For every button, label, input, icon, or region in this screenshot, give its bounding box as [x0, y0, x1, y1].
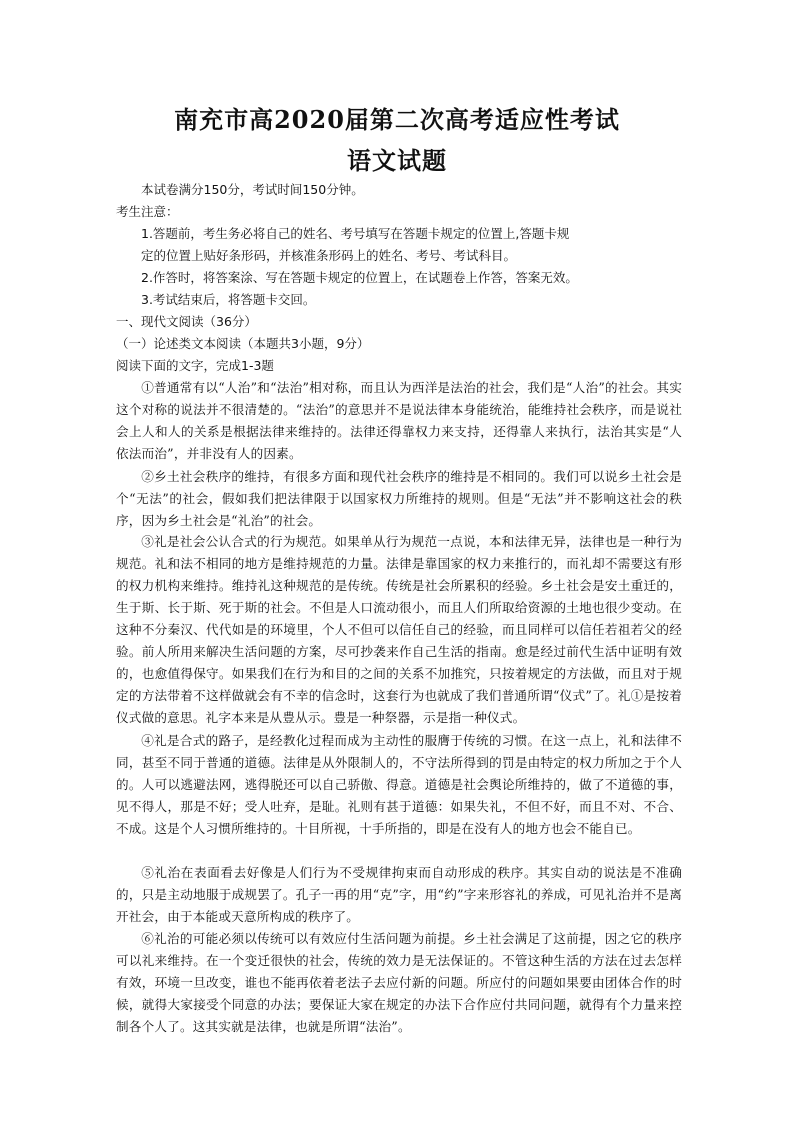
notice-item-1b: 定的位置上贴好条形码，并核准条形码上的姓名、考号、考试科目。 — [141, 248, 517, 263]
passage-paragraph-1: ①普通常有以“人治”和“法治”相对称，而且认为西洋是法治的社会，我们是“人治”的社会。其实这个对称的说法并不很清楚的。“法治”的意思并不是说法律本身能统治，能维持社会秩序，而是说社会上人和人的关系是根据法律来维持的。法律还得靠权力来支持，还得靠人来执行，法治其实是“人依法而治”，并非没有人的因素。 — [116, 380, 682, 461]
exam-subtitle: 语文试题 — [347, 146, 447, 175]
notice-heading: 考生注意： — [116, 204, 179, 219]
passage-paragraph-3: ③礼是社会公认合式的行为规范。如果单从行为规范一点说，本和法律无异，法律也是一种行为规范。礼和法不相同的地方是维持规范的力量。法律是靠国家的权力来推行的，而礼却不需要这有形的权力机构来维持。维持礼这种规范的是传统。传统是社会所累积的经验。乡土社会是安土重迁的，生于斯、长于斯、死于斯的社会。不但是人口流动很小，而且人们所取给资源的土地也很少变动。在这种不分秦汉、代代如是的环境里，个人不但可以信任自己的经验，而且同样可以信任若祖若父的经验。前人所用来解决生活问题的方案，尽可抄袭来作自己生活的指南。愈是经过前代生活中证明有效的，也愈值得保守。如果我们在行为和目的之间的关系不加推究，只按着规定的方法做，而且对于规定的方法带着不这样做就会有不幸的信念时，这套行为也就成了我们普通所谓“仪式”了。礼①是按着仪式做的意思。礼字本来是从豊从示。豊是一种祭器，示是指一种仪式。 — [116, 534, 682, 725]
passage-paragraph-6: ⑥礼治的可能必须以传统可以有效应付生活问题为前提。乡土社会满足了这前提，因之它的秩序可以礼来维持。在一个变迁很快的社会，传统的效力是无法保证的。不管这种生活的方法在过去怎样有效，环境一旦改变，谁也不能再依着老法子去应付新的问题。所应付的问题如果要由团体合作的时候，就得大家接受个同意的办法；要保证大家在规定的办法下合作应付共同问题，就得有个力量来控制各个人了。这其实就是法律，也就是所谓“法治”。 — [116, 931, 682, 1034]
exam-title: 南充市高2020届第二次高考适应性考试 — [174, 105, 620, 134]
passage-paragraph-5: ⑤礼治在表面看去好像是人们行为不受规律拘束而自动形成的秩序。其实自动的说法是不准确的，只是主动地服于成规罢了。孔子一再的用“克”字，用“约”字来形容礼的养成，可见礼治并不是离开社会，由于本能或天意所构成的秩序了。 — [116, 865, 682, 924]
notice-item-2: 2.作答时，将答案涂、写在答题卡规定的位置上，在试题卷上作答，答案无效。 — [141, 270, 578, 285]
passage-paragraph-2: ②乡土社会秩序的维持，有很多方面和现代社会秩序的维持是不相同的。我们可以说乡土社会是个“无法”的社会，假如我们把法律限于以国家权力所维持的规则。但是“无法”并不影响这社会的秩序，因为乡土社会是“礼治”的社会。 — [116, 469, 682, 528]
subsection-heading: （一）论述类文本阅读（本题共3小题，9分） — [116, 336, 370, 351]
notice-item-1a: 1.答题前，考生务必将自己的姓名、考号填写在答题卡规定的位置上,答题卡规 — [141, 226, 570, 241]
notice-item-3: 3.考试结束后，将答题卡交回。 — [141, 292, 316, 307]
section-heading: 一、现代文阅读（36分） — [116, 314, 257, 329]
reading-instruction: 阅读下面的文字，完成1-3题 — [116, 358, 274, 373]
passage-paragraph-4: ④礼是合式的路子，是经教化过程而成为主动性的服膺于传统的习惯。在这一点上，礼和法律不同，甚至不同于普通的道德。法律是从外限制人的，不守法所得到的罚是由特定的权力所加之于个人的。人可以逃避法网，逃得脱还可以自己骄傲、得意。道德是社会舆论所维持的，做了不道德的事，见不得人，那是不好；受人吐弃，是耻。礼则有甚于道德：如果失礼，不但不好，而且不对、不合、不成。这是个人习惯所维持的。十目所视，十手所指的，即是在没有人的地方也会不能自已。 — [116, 733, 682, 836]
exam-intro: 本试卷满分150分，考试时间150分钟。 — [141, 182, 364, 197]
